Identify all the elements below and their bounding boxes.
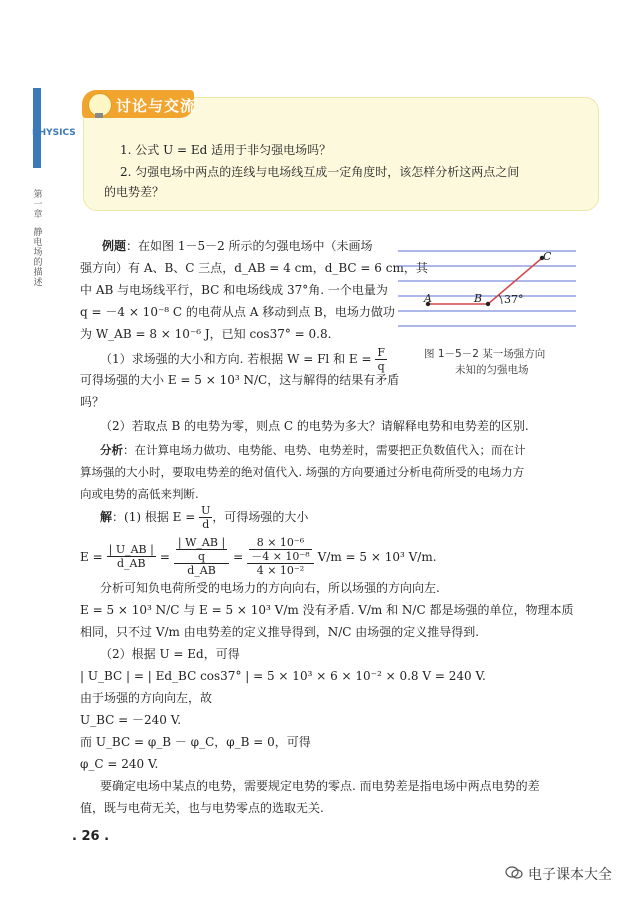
solution-line-1-text: ：(1) 根据 E = — [112, 510, 196, 524]
example-line-1-text: ：在如图 1－5－2 所示的匀强电场中（未画场 — [126, 239, 373, 253]
label-c: C — [543, 250, 552, 263]
solution-line-8: U_BC = －240 V. — [80, 713, 182, 727]
fraction-denominator: q — [377, 360, 385, 373]
example-line-1 — [102, 236, 373, 256]
fraction-numeric — [247, 536, 313, 577]
side-subject-label: PHYSICS — [32, 128, 76, 138]
discussion-question-1: 1. 公式 U = Ed 适用于非匀强电场吗？ — [120, 143, 332, 157]
example-label: 例题 — [102, 239, 127, 253]
solution-line-10: φ_C = 240 V. — [80, 757, 159, 771]
analysis-label: 分析 — [100, 443, 123, 457]
equals-sign: = — [159, 549, 170, 564]
analysis-line-3: 向或电势的高低来判断. — [80, 487, 199, 501]
solution-line-11: 要确定电场中某点的电势，需要规定电势的零点. 而电势差是指电场中两点电势的差 — [100, 779, 540, 793]
fraction-denominator: 4 × 10⁻² — [256, 564, 305, 577]
solution-line-12: 值，既与电荷无关，也与电势零点的选取无关. — [80, 801, 324, 815]
fraction-numerator: U — [201, 504, 211, 517]
discussion-title: 讨论与交流 — [116, 97, 197, 115]
example-line-2: 强方向）有 A、B、C 三点，d_AB = 4 cm，d_BC = 6 cm，其 — [80, 261, 428, 275]
discussion-question-2b: 的电势差？ — [104, 185, 165, 199]
side-chapter-label: 第一章 — [33, 190, 43, 220]
example-line-3: 中 AB 与电场线平行，BC 和电场线成 37°角. 一个电量为 — [80, 283, 388, 297]
solution-line-1 — [100, 504, 308, 531]
equation-lhs: E = — [80, 549, 103, 564]
discussion-question-2a: 2. 匀强电场中两点的连线与电场线互成一定角度时，该怎样分析这两点之间 — [120, 165, 520, 179]
figure-caption-1: 图 1－5－2 某一场强方向 — [424, 348, 546, 360]
example-line-4: q = －4 × 10⁻⁸ C 的电荷从点 A 移动到点 B，电场力做功 — [80, 305, 395, 319]
fraction-numerator — [174, 536, 229, 564]
fraction-numerator: F — [377, 346, 385, 359]
fraction-numerator — [247, 536, 313, 564]
solution-line-4: 相同，只不过 V/m 由电势差的定义推导得到，N/C 由场强的定义推导得到. — [80, 625, 480, 639]
fraction-denominator: d_AB — [187, 564, 216, 577]
solution-line-3: E = 5 × 10³ N/C 与 E = 5 × 10³ V/m 没有矛盾. V/m 和 N/C 都是场强的单位，物理本质 — [80, 603, 574, 617]
label-angle: 37° — [504, 293, 524, 306]
solution-label: 解 — [100, 510, 113, 524]
label-b: B — [474, 292, 483, 305]
side-chapter-title: 静电场的描述 — [33, 228, 43, 288]
solution-equation — [80, 536, 437, 577]
fraction-denominator: d_AB — [116, 557, 146, 570]
fraction-numerator: | U_AB | — [108, 543, 154, 556]
equation-result: V/m = 5 × 10³ V/m. — [317, 549, 437, 564]
solution-line-5: （2）根据 U = Ed，可得 — [100, 647, 240, 661]
example-line-5: 为 W_AB = 8 × 10⁻⁶ J，已知 cos37° = 0.8. — [80, 327, 332, 341]
inner-denominator: q — [198, 550, 206, 563]
figure-caption-2: 未知的匀强电场 — [455, 364, 529, 376]
chat-bubble-icon — [505, 866, 523, 880]
question-2-line: （2）若取点 B 的电势为零，则点 C 的电势为多大？请解释电势和电势差的区别. — [100, 419, 529, 433]
fraction-u-over-d — [199, 504, 212, 531]
equals-sign: = — [233, 549, 244, 564]
point-b — [486, 302, 490, 306]
solution-line-7: 由于场强的方向向左，故 — [80, 691, 213, 705]
fraction-f-over-q — [375, 346, 387, 373]
analysis-line-1-text: ：在计算电场力做功、电势能、电势、电势差时，需要把正负数值代入；而在计 — [123, 443, 526, 457]
inner-numerator: | W_AB | — [177, 536, 226, 549]
solution-line-9: 而 U_BC = φ_B － φ_C，φ_B = 0，可得 — [80, 735, 311, 749]
question-1-text: （1）求场强的大小和方向. 若根据 W = Fl 和 E = — [100, 352, 372, 366]
inner-denominator: －4 × 10⁻⁸ — [251, 550, 310, 563]
page-number: . 26 . — [72, 829, 110, 844]
fraction-uab-over-dab — [107, 543, 156, 570]
question-1-line-2: 可得场强的大小 E = 5 × 10³ N/C，这与解得的结果有矛盾 — [80, 373, 400, 387]
inner-numerator: 8 × 10⁻⁶ — [249, 536, 311, 550]
solution-line-2: 分析可知负电荷所受的电场力的方向向右，所以场强的方向向左. — [100, 581, 440, 595]
question-1-line-1 — [100, 346, 387, 373]
question-1-line-3: 吗？ — [80, 395, 105, 409]
label-a: A — [424, 292, 432, 305]
fraction-denominator: d — [202, 518, 210, 531]
analysis-line-2: 算场强的大小时，要取电势差的绝对值代入. 场强的方向要通过分析电荷所受的电场力方 — [80, 465, 525, 479]
lightbulb-base-icon — [95, 113, 103, 118]
solution-line-1-tail: ，可得场强的大小 — [212, 510, 309, 524]
fraction-wab-q-over-dab — [174, 536, 229, 577]
solution-line-6: | U_BC | = | Ed_BC cos37° | = 5 × 10³ × 6 × 10⁻² × 0.8 V = 240 V. — [80, 669, 486, 683]
watermark-text: 电子课本大全 — [528, 867, 612, 883]
analysis-line-1 — [100, 440, 526, 460]
